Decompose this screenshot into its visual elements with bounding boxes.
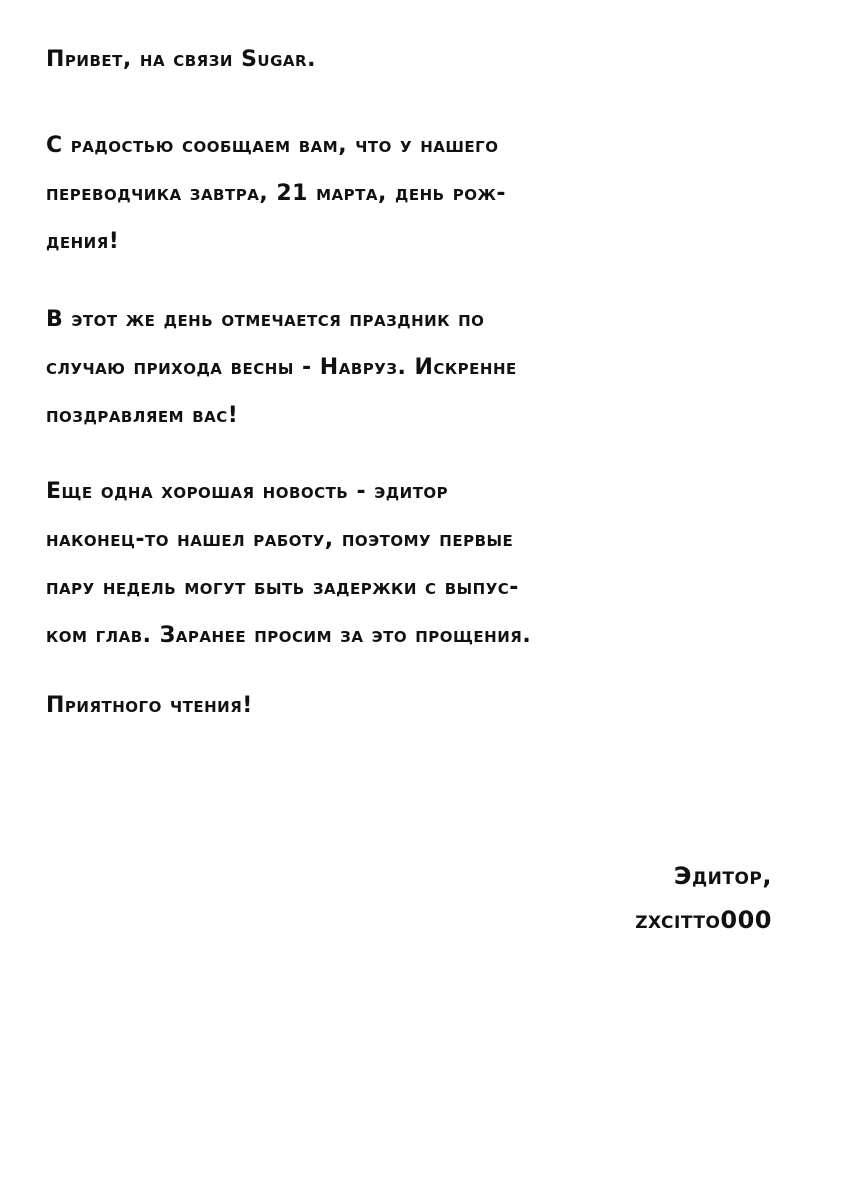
paragraph-line: наконец-то нашел работу, поэтому первые <box>46 527 514 552</box>
paragraph-birthday <box>46 122 786 266</box>
signature <box>635 854 772 942</box>
paragraph-line: поздравляем вас! <box>46 403 239 428</box>
signature-name: zxcitto000 <box>635 906 772 934</box>
paragraph-line: С радостью сообщаем вам, что у нашего <box>46 133 499 158</box>
signature-role: Эдитор, <box>673 862 772 890</box>
paragraph-line: В этот же день отмечается праздник по <box>46 307 485 332</box>
paragraph-editor-news <box>46 468 786 660</box>
paragraph-line: ком глав. Заранее просим за это прощения. <box>46 623 532 648</box>
paragraph-line: случаю прихода весны - Навруз. Искренне <box>46 355 517 380</box>
greeting-line: Привет, на связи Sugar. <box>46 47 316 72</box>
paragraph-line: дения! <box>46 229 120 254</box>
paragraph-navruz <box>46 296 786 440</box>
closing-line: Приятного чтения! <box>46 693 253 718</box>
paragraph-line: Еще одна хорошая новость - эдитор <box>46 479 449 504</box>
closing <box>46 682 786 730</box>
paragraph-line: переводчика завтра, 21 марта, день рож- <box>46 181 506 206</box>
paragraph-line: пару недель могут быть задержки с выпус- <box>46 575 519 600</box>
greeting <box>46 36 786 84</box>
